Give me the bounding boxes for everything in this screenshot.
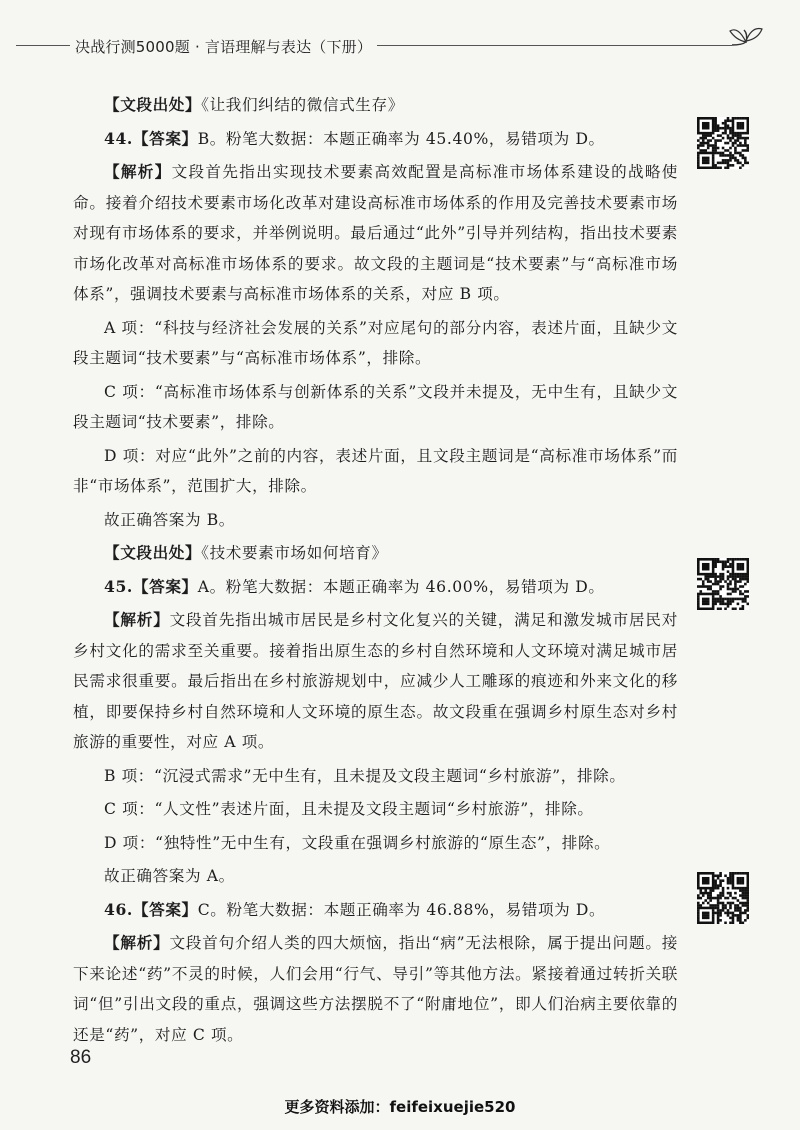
running-header-title: 决战行测5000题 · 言语理解与表达（下册）: [70, 36, 377, 57]
analysis-46: 【解析】文段首句介绍人类的四大烦恼，指出“病”无法根除，属于提出问题。接下来论述“药”不灵的时候，人们会用“行气、导引”等其他方法。紧接着通过转折关联词“但”引出文段的重点，强调这些方法摆脱不了“附庸地位”，即人们治病主要依靠的还是“药”，对应 C 项。: [73, 933, 678, 1044]
conclusion-45: 故正确答案为 A。: [104, 867, 235, 885]
option-45-c: C 项：“人文性”表述片面，且未提及文段主题词“乡村旅游”，排除。: [104, 800, 594, 818]
option-44-c: C 项：“高标准市场体系与创新体系的关系”文段并未提及，无中生有，且缺少文段主题词“技术要素”，排除。: [73, 382, 678, 431]
option-44-d: D 项：对应“此外”之前的内容，表述片面，且文段主题词是“高标准市场体系”而非“市场体系”，范围扩大，排除。: [73, 446, 678, 495]
sprout-icon: [728, 22, 768, 56]
analysis-44: 【解析】文段首先指出实现技术要素高效配置是高标准市场体系建设的战略使命。接着介绍技术要素市场化改革对建设高标准市场体系的作用及完善技术要素市场对现有市场体系的要求，并举例说明。最后通过“此外”引导并列结构，指出技术要素市场化改革对高标准市场体系的要求。故文段的主题词是“技术要素”与“高标准市场体系”，强调技术要素与高标准市场体系的关系，对应 B 项。: [73, 162, 678, 303]
source-line-2: 【文段出处】《技术要素市场如何培育》: [104, 543, 388, 562]
source-line-1: 【文段出处】《让我们纠结的微信式生存》: [104, 95, 404, 114]
conclusion-44: 故正确答案为 B。: [104, 510, 235, 529]
answer-45: 45.【答案】A。粉笔大数据：本题正确率为 46.00%，易错项为 D。: [104, 576, 605, 596]
answer-explanations: [73, 90, 678, 1050]
page-number: 86: [70, 1047, 92, 1068]
analysis-45: 【解析】文段首先指出城市居民是乡村文化复兴的关键，满足和激发城市居民对乡村文化的需求至关重要。接着指出原生态的乡村自然环境和人文环境对满足城市居民需求很重要。最后指出在乡村旅游规划中，应减少人工雕琢的痕迹和外来文化的移植，即要保持乡村自然环境和人文环境的原生态。故文段重在强调乡村原生态对乡村旅游的重要性，对应 A 项。: [73, 610, 678, 751]
option-45-b: B 项：“沉浸式需求”无中生有，且未提及文段主题词“乡村旅游”，排除。: [104, 766, 626, 785]
answer-44: 44.【答案】B。粉笔大数据：本题正确率为 45.40%，易错项为 D。: [104, 128, 605, 148]
header-rule-left: [16, 45, 76, 46]
qr-code-44-icon[interactable]: [697, 117, 749, 169]
qr-code-45-icon[interactable]: [697, 558, 749, 610]
answer-46: 46.【答案】C。粉笔大数据：本题正确率为 46.88%，易错项为 D。: [104, 899, 606, 919]
option-44-a: A 项：“科技与经济社会发展的关系”对应尾句的部分内容，表述片面，且缺少文段主题词“技术要素”与“高标准市场体系”，排除。: [73, 318, 678, 367]
footer-promo-text: 更多资料添加：feifeixuejie520: [284, 1098, 516, 1116]
header-rule-right: [370, 45, 732, 46]
qr-code-46-icon[interactable]: [697, 872, 749, 924]
option-45-d: D 项：“独特性”无中生有，文段重在强调乡村旅游的“原生态”，排除。: [104, 833, 611, 852]
